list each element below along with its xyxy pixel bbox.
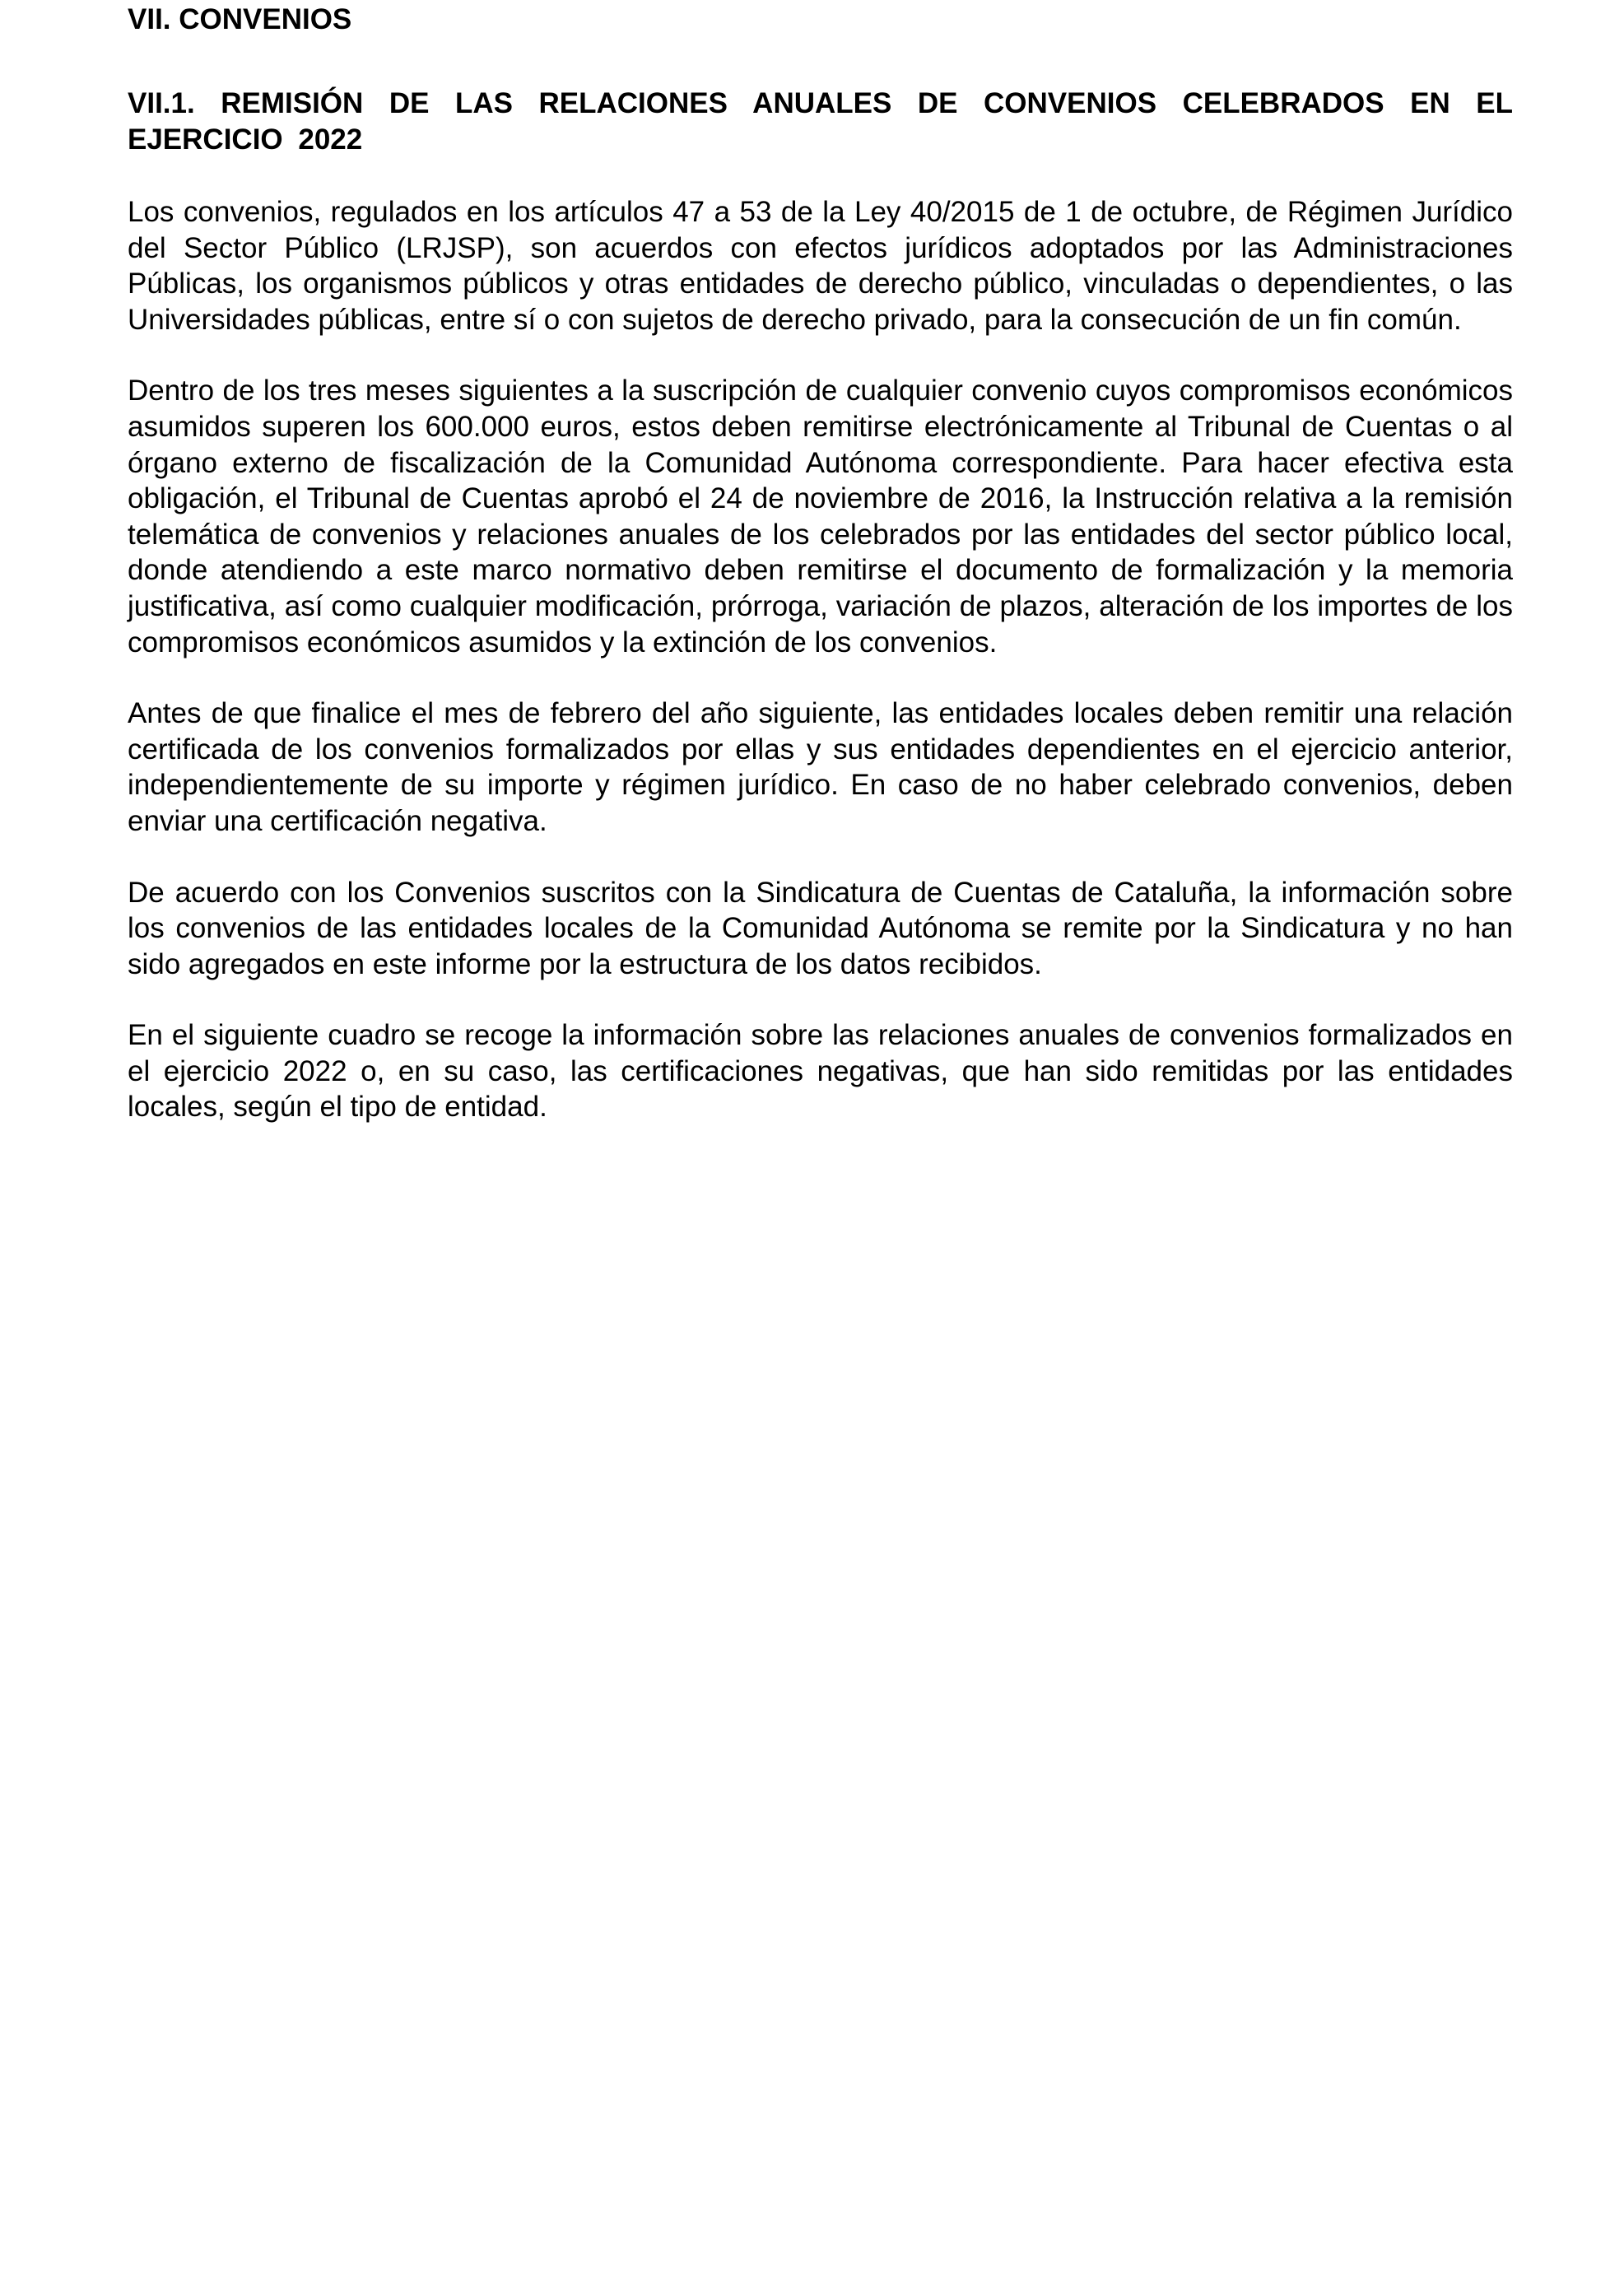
paragraph-relacion-certificada: Antes de que finalice el mes de febrero del año siguiente, las entidades locales deben remitir una relación certificada de los convenios formalizados por ellas y sus entidades dependientes en el ejercicio anterior, independientemente de su importe y régimen jurídico. En caso de no haber celebrado convenios, deben enviar una certificación negativa. <box>128 697 1513 837</box>
document-page <box>128 0 1513 1125</box>
paragraph-convenios-definition: Los convenios, regulados en los artículos 47 a 53 de la Ley 40/2015 de 1 de octubre, de Régimen Jurídico del Sector Público (LRJSP), son acuerdos con efectos jurídicos adoptados por las Administraciones Públicas, los organismos públicos y otras entidades de derecho público, vinculadas o dependientes, o las Universidades públicas, entre sí o con sujetos de derecho privado, para la consecución de un fin común. <box>128 196 1513 336</box>
paragraph-cuadro-intro: En el siguiente cuadro se recoge la información sobre las relaciones anuales de convenios formalizados en el ejercicio 2022 o, en su caso, las certificaciones negativas, que han sido remitidas por las entidades locales, según el tipo de entidad. <box>128 1019 1513 1124</box>
paragraph-sindicatura-cataluna: De acuerdo con los Convenios suscritos con la Sindicatura de Cuentas de Cataluña, la información sobre los convenios de las entidades locales de la Comunidad Autónoma se remite por la Sindicatura y no han sido agregados en este informe por la estructura de los datos recibidos. <box>128 876 1513 980</box>
chapter-title: VII. CONVENIOS <box>128 3 352 35</box>
paragraph-remision-telematica: Dentro de los tres meses siguientes a la suscripción de cualquier convenio cuyos compromisos económicos asumidos superen los 600.000 euros, estos deben remitirse electrónicamente al Tribunal de Cuentas o al órgano externo de fiscalización de la Comunidad Autónoma correspondiente. Para hacer efectiva esta obligación, el Tribunal de Cuentas aprobó el 24 de noviembre de 2016, la Instrucción relativa a la remisión telemática de convenios y relaciones anuales de los celebrados por las entidades del sector público local, donde atendiendo a este marco normativo deben remitirse el documento de formalización y la memoria justificativa, así como cualquier modificación, prórroga, variación de plazos, alteración de los importes de los compromisos económicos asumidos y la extinción de los convenios. <box>128 375 1513 659</box>
section-title: VII.1. REMISIÓN DE LAS RELACIONES ANUALES DE CONVENIOS CELEBRADOS EN EL EJERCICIO 2022 <box>128 87 1513 156</box>
